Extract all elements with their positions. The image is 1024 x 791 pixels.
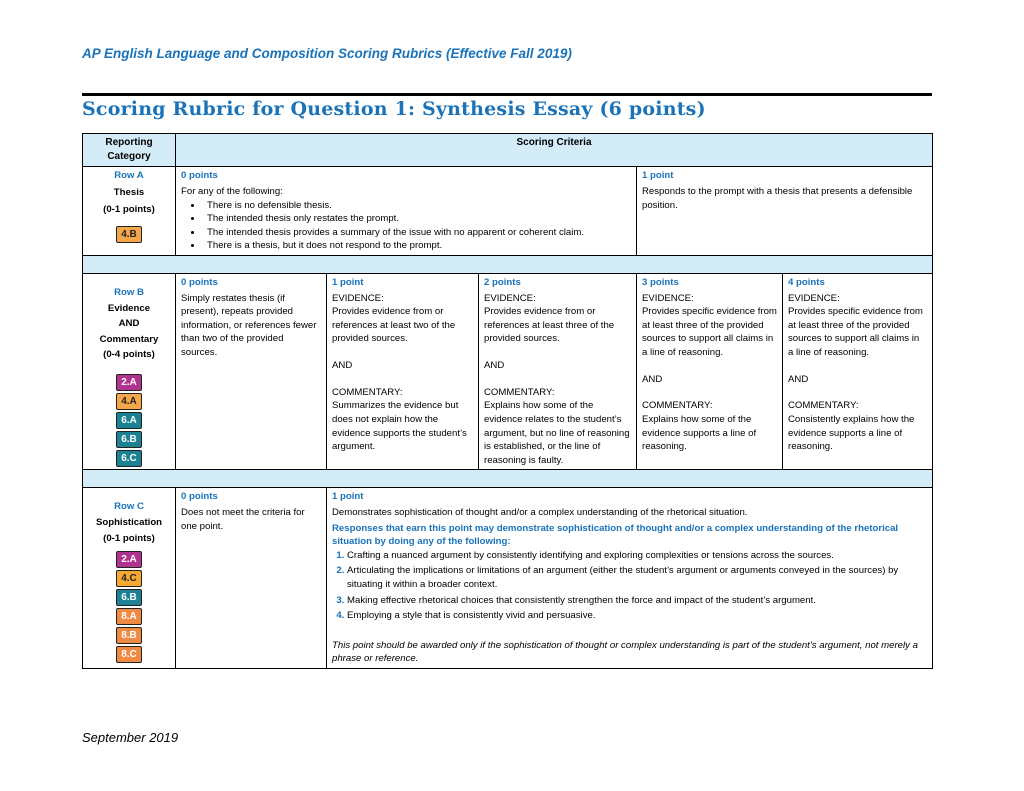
row-b-skill-badges (88, 374, 170, 467)
reporting-category-header: Reporting Category (83, 134, 176, 167)
row-a-category (83, 167, 176, 256)
commentary-text: Consistently explains how the evidence supports a line of reasoning. (788, 413, 915, 453)
commentary-text: Explains how some of the evidence relates to the student’s argument, but no line of reasoning is established, or the line of reasoning is faulty. (484, 400, 630, 466)
row-b-col-2 (479, 274, 637, 470)
row-separator (83, 470, 933, 488)
header-rule (82, 93, 932, 96)
evidence-text: Provides evidence from or references at least three of the provided sources. (484, 306, 615, 345)
commentary-label: COMMENTARY: (332, 386, 403, 398)
row-c (83, 488, 933, 669)
list-item: 2. Articulating the implications or limitations of an argument (either the student’s argument or arguments conveyed in the sources) by situating it within a broader context. (347, 564, 927, 591)
row-b-name-commentary: Commentary (99, 333, 159, 345)
row-c-zero-points: 0 points (181, 491, 218, 503)
row-b-col-1 (327, 274, 479, 470)
row-b-text-0: Simply restates thesis (if present), repeats provided information, or references fewer than two of the provided sources. (181, 292, 317, 359)
row-b (83, 274, 933, 470)
skill-badge: 8.A (116, 608, 142, 625)
row-c-closing-note: This point should be awarded only if the sophistication of thought or complex understanding is part of the student’s argument, not merely a phrase or reference. (332, 639, 918, 665)
evidence-label: EVIDENCE: (642, 292, 694, 304)
row-b-col-0 (176, 274, 327, 470)
document-header: AP English Language and Composition Scoring Rubrics (Effective Fall 2019) (82, 46, 572, 61)
row-b-points-4: 4 points (788, 277, 825, 289)
list-item: • There is a thesis, but it does not respond to the prompt. (203, 239, 631, 253)
row-a-one-text: Responds to the prompt with a thesis that presents a defensible position. (642, 185, 913, 211)
commentary-text: Summarizes the evidence but does not explain how the evidence supports the student’s argument. (332, 400, 467, 453)
list-item: • There is no defensible thesis. (203, 199, 631, 213)
skill-badge: 4.B (116, 226, 142, 243)
skill-badge: 6.B (116, 589, 142, 606)
list-item: 1. Crafting a nuanced argument by consistently identifying and exploring complexities or tensions across the sources. (347, 549, 927, 563)
scoring-criteria-header: Scoring Criteria (176, 134, 933, 167)
row-a-name: Thesis (113, 186, 145, 198)
evidence-text: Provides specific evidence from at least three of the provided sources to support all claims in a line of reasoning. (642, 306, 777, 359)
row-a-zero-intro: For any of the following: (181, 185, 283, 197)
row-a-range: (0-1 points) (103, 203, 155, 215)
rubric-title: Scoring Rubric for Question 1: Synthesis Essay (6 points) (82, 98, 706, 120)
row-a-one-cell (637, 167, 933, 256)
row-a (83, 167, 933, 256)
list-item: 3. Making effective rhetorical choices that consistently strengthen the force and impact of the student’s argument. (347, 594, 927, 608)
row-a-label: Row A (114, 170, 144, 182)
list-item: • The intended thesis only restates the prompt. (203, 212, 631, 226)
skill-badge: 2.A (116, 374, 142, 391)
row-a-zero-list (181, 199, 631, 253)
row-a-zero-points: 0 points (181, 170, 218, 182)
row-separator (83, 256, 933, 274)
row-c-one-text: Demonstrates sophistication of thought and/or a complex understanding of the rhetorical situation. (332, 506, 748, 518)
and-label: AND (484, 360, 505, 372)
skill-badge: 6.B (116, 431, 142, 448)
row-c-category (83, 488, 176, 669)
evidence-text: Provides evidence from or references at least two of the provided sources. (332, 306, 456, 345)
row-c-skill-badges (88, 551, 170, 663)
skill-badge: 6.C (116, 450, 142, 467)
row-a-skill-badges (88, 226, 170, 243)
and-label: AND (642, 373, 663, 385)
and-label: AND (788, 373, 809, 385)
row-b-category (83, 274, 176, 470)
skill-badge: 6.A (116, 412, 142, 429)
row-c-zero-text: Does not meet the criteria for one point. (181, 506, 305, 532)
skill-badge: 8.C (116, 646, 142, 663)
skill-badge: 4.C (116, 570, 142, 587)
row-b-name-and: AND (118, 318, 140, 330)
row-a-zero-cell (176, 167, 637, 256)
skill-badge: 8.B (116, 627, 142, 644)
row-b-col-3 (637, 274, 783, 470)
evidence-label: EVIDENCE: (332, 292, 384, 304)
evidence-text: Provides specific evidence from at least three of the provided sources to support all claims in a line of reasoning. (788, 306, 923, 359)
row-c-zero-cell (176, 488, 327, 669)
row-c-note: Responses that earn this point may demonstrate sophistication of thought and/or a complex understanding of the rhetorical situation by doing any of the following: (332, 522, 899, 548)
row-b-label: Row B (114, 287, 144, 299)
evidence-label: EVIDENCE: (484, 292, 536, 304)
commentary-label: COMMENTARY: (484, 386, 555, 398)
row-b-points-2: 2 points (484, 277, 521, 289)
row-c-range: (0-1 points) (103, 532, 155, 544)
skill-badge: 4.A (116, 393, 142, 410)
list-item: 4. Employing a style that is consistently vivid and persuasive. (347, 609, 927, 623)
skill-badge: 2.A (116, 551, 142, 568)
row-b-range: (0-4 points) (103, 349, 155, 361)
row-b-points-0: 0 points (181, 277, 218, 289)
row-a-one-points: 1 point (642, 170, 674, 182)
footer-date: September 2019 (82, 730, 179, 745)
rubric-table (82, 133, 933, 669)
row-c-one-cell (327, 488, 933, 669)
row-c-list (332, 549, 927, 623)
commentary-text: Explains how some of the evidence supports a line of reasoning. (642, 413, 757, 453)
commentary-label: COMMENTARY: (642, 400, 713, 412)
commentary-label: COMMENTARY: (788, 400, 859, 412)
table-header-row (83, 134, 933, 167)
row-b-col-4 (783, 274, 933, 470)
list-item: • The intended thesis provides a summary of the issue with no apparent or coherent claim. (203, 226, 631, 240)
row-b-points-3: 3 points (642, 277, 679, 289)
and-label: AND (332, 360, 353, 372)
evidence-label: EVIDENCE: (788, 292, 840, 304)
row-c-label: Row C (114, 501, 144, 513)
row-b-points-1: 1 point (332, 277, 364, 289)
row-b-name-evidence: Evidence (107, 302, 151, 314)
row-c-name: Sophistication (95, 516, 163, 528)
row-c-one-points: 1 point (332, 491, 364, 503)
